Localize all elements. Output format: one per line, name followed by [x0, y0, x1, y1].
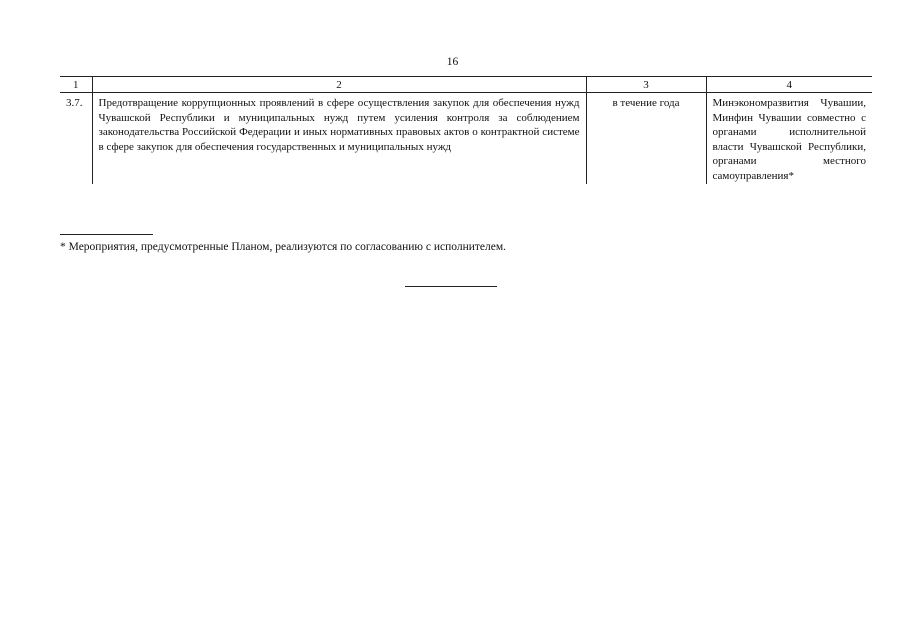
table-header-row	[60, 77, 872, 93]
footnote-divider	[60, 234, 153, 235]
table-row	[60, 93, 872, 184]
footnote: * Мероприятия, предусмотренные Планом, реализуются по согласованию с исполнителем.	[60, 241, 507, 253]
row-number: 3.7.	[66, 97, 83, 109]
plan-table	[60, 76, 872, 184]
column-header-deadline: 3	[586, 77, 706, 93]
row-executor: Минэкономразвития Чувашии, Минфин Чувашии совместно с органами исполнительной власти Чувашской Республики, органами местного самоуправления*	[706, 93, 872, 184]
end-divider	[405, 286, 497, 287]
row-measure: Предотвращение коррупционных проявлений в сфере осуществления закупок для обеспечения нужд Чувашской Республики и муниципальных нужд путем усиления контроля за соблюдением законодательства Российской Федерации и иных нормативных правовых актов о контрактной системе в сфере закупок для обеспечения государственных и муниципальных нужд	[92, 93, 586, 184]
page-number: 16	[446, 56, 459, 68]
row-deadline: в течение года	[586, 93, 706, 184]
column-header-measure: 2	[92, 77, 586, 93]
column-header-number: 1	[73, 79, 79, 91]
column-header-executor: 4	[706, 77, 872, 93]
